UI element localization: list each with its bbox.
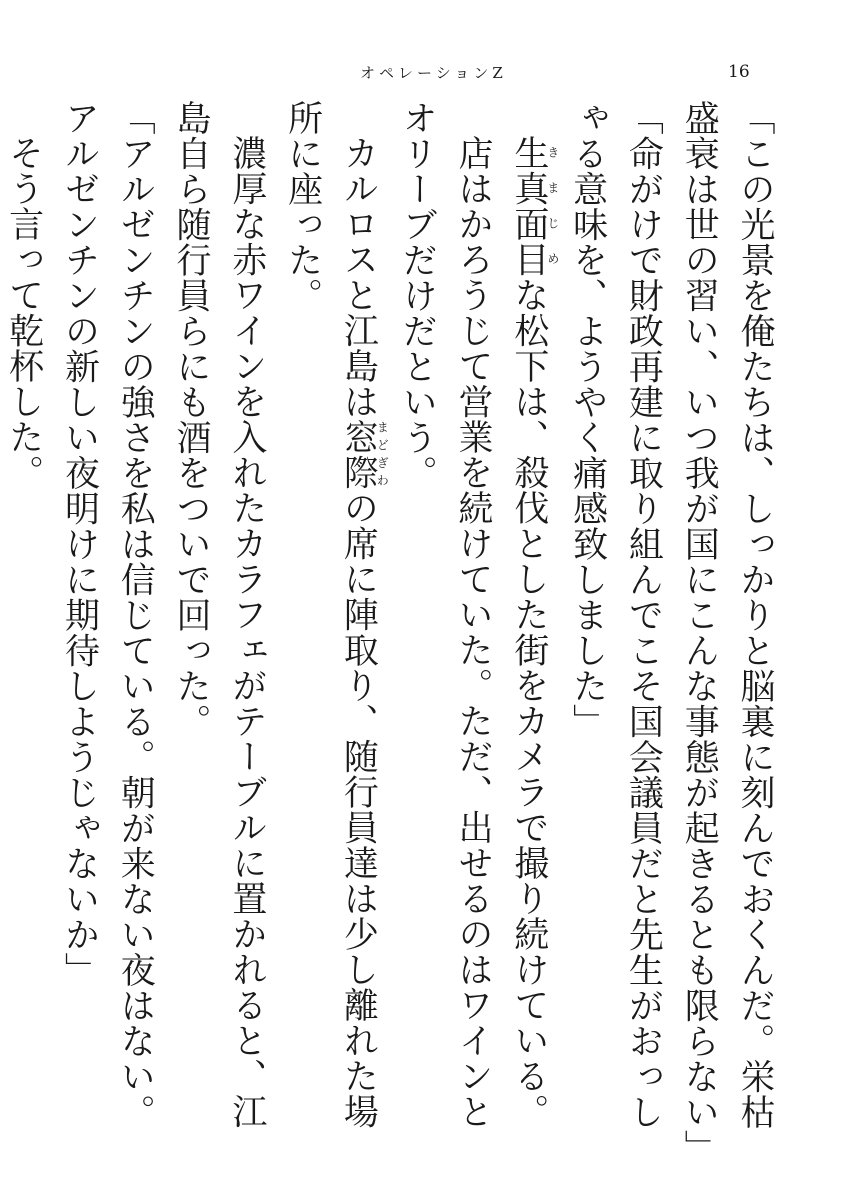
paragraph-text: な松下は、殺伐とした街をカメラで撮り続けている。 (508, 277, 549, 1129)
ruby-reading: きまじめ (545, 135, 560, 277)
paragraph: 「この光景を俺たちは、しっかりと脳裏に刻んでおくんだ。栄枯盛衰は世の習い、いつ我が国にこんな事態が起きるとも限らない」 (679, 100, 775, 1165)
paragraph: 店はかろうじて営業を続けていた。ただ、出せるのはワインとオリーブだけだという。 (397, 100, 494, 1129)
ruby-base: 窓際 (338, 419, 379, 490)
paragraph: そう言って乾杯した。 (3, 135, 44, 490)
paragraph: 「アルゼンチンの強さを私は信じている。朝が来ない夜はない。アルゼンチンの新しい夜明けに期待しようじゃないか」 (59, 100, 156, 1130)
running-head-title: オペレーションZ (360, 64, 507, 82)
paragraph-text: カルロスと江島は (338, 135, 379, 419)
ruby-annotation (338, 419, 390, 490)
paragraph: 濃厚な赤ワインを入れたカラフェがテーブルに置かれると、江島自ら随行員らにも酒をついで回った。 (171, 100, 267, 1129)
page-number: 16 (728, 62, 750, 82)
ruby-base: 生真面目 (508, 135, 549, 277)
paragraph: 「命がけで財政再建に取り組んでこそ国会議員だと先生がおっしゃる意味を、ようやく痛感致しました」 (567, 100, 664, 1130)
ruby-annotation (508, 135, 560, 277)
vertical-body-text (3, 100, 782, 1165)
paragraph-text: の席に陣取り、随行員達は少し離れた場所に座った。 (282, 100, 379, 1129)
ruby-reading: まどぎわ (375, 419, 390, 490)
paragraph (274, 100, 389, 1150)
paragraph (500, 100, 559, 1150)
